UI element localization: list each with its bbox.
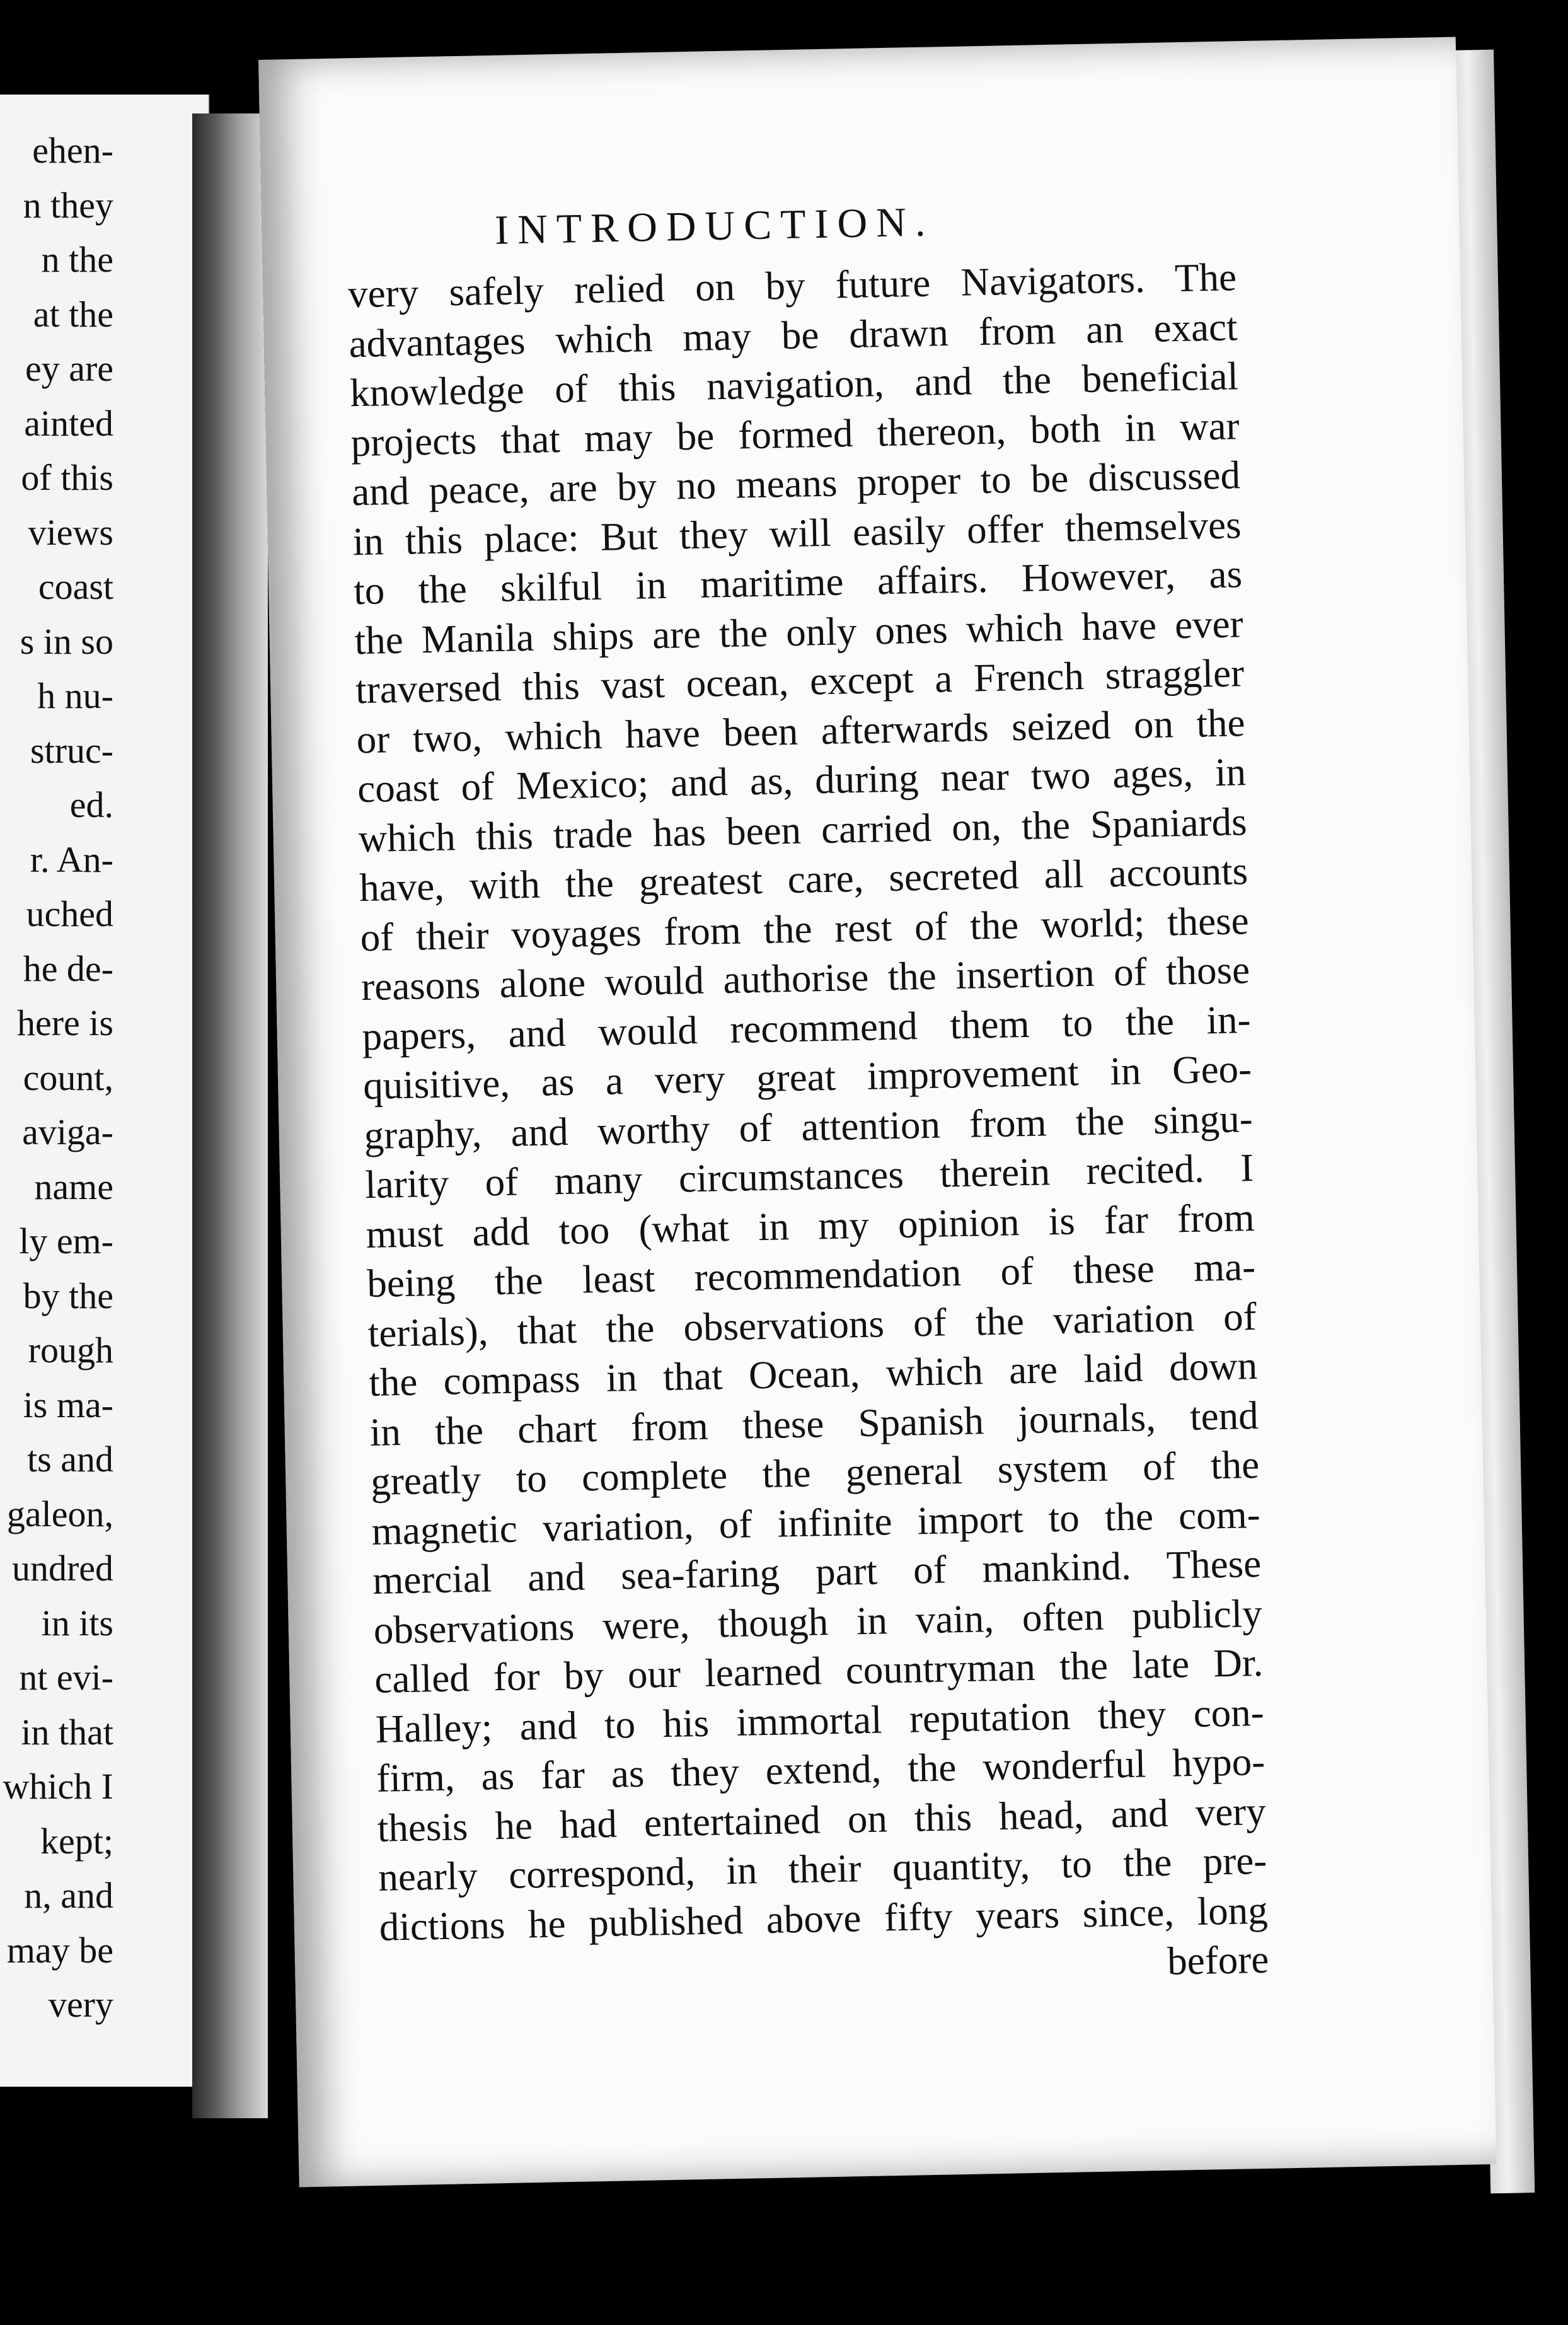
left-page-line-fragment: s in so <box>20 620 113 662</box>
text-line: very safely relied on by future Navigators. The <box>347 255 1237 316</box>
text-line: nearly correspond, in their quantity, to the pre- <box>378 1838 1267 1899</box>
left-page-line-fragment: ainted <box>24 402 113 444</box>
book-gutter <box>192 113 268 2118</box>
text-line: knowledge of this navigation, and the beneficial <box>349 354 1239 415</box>
text-line: projects that may be formed thereon, both in war <box>350 403 1240 465</box>
left-page-line-fragment: count, <box>23 1057 113 1098</box>
text-line: or two, which have been afterwards seized on the <box>356 700 1246 762</box>
left-page-line-fragment: n the <box>41 239 113 280</box>
text-line: papers, and would recommend them to the in- <box>362 997 1252 1058</box>
text-line: graphy, and worthy of attention from the singu- <box>364 1096 1254 1157</box>
left-page-line-fragment: at the <box>33 293 113 335</box>
left-page-line-fragment: undred <box>11 1548 113 1589</box>
text-line: being the least recommendation of these ma- <box>366 1244 1256 1306</box>
left-page-line-fragment: struc- <box>30 729 113 771</box>
text-line: the compass in that Ocean, which are laid down <box>368 1343 1258 1405</box>
catchword: before <box>1167 1937 1269 1983</box>
left-page-line-fragment: in that <box>21 1711 113 1753</box>
text-line: in this place: But they will easily offer themselves <box>352 502 1242 564</box>
text-line: must add too (what in my opinion is far from <box>366 1195 1255 1256</box>
text-line: and peace, are by no means proper to be discussed <box>351 453 1241 514</box>
left-page-line-fragment: by the <box>23 1275 113 1316</box>
left-page-line-fragment: which I <box>3 1766 113 1807</box>
left-page-line-fragment: he de- <box>23 948 113 989</box>
text-line: which this trade has been carried on, the Spaniards <box>358 799 1248 861</box>
left-page-line-fragment: r. An- <box>30 838 113 880</box>
left-page-line-fragment: views <box>28 511 113 553</box>
left-page-line-fragment: ly em- <box>19 1220 113 1261</box>
left-page-line-fragment: rough <box>28 1330 113 1371</box>
text-line: traversed this vast ocean, except a French straggler <box>355 651 1245 712</box>
text-line: terials), that the observations of the variation of <box>367 1294 1257 1355</box>
left-page-line-fragment: very <box>48 1984 113 2025</box>
left-page-line-fragment: in its <box>41 1602 113 1644</box>
left-page-line-fragment: n they <box>23 184 113 226</box>
right-page <box>258 37 1496 2188</box>
left-page-line-fragment: kept; <box>40 1820 113 1862</box>
text-line: thesis he had entertained on this head, and very <box>377 1789 1267 1850</box>
left-page-line-fragment: is ma- <box>23 1384 113 1425</box>
left-page-line-fragment: coast <box>38 566 113 607</box>
left-page-line-fragment: may be <box>6 1929 113 1971</box>
left-page-line-fragment: ed. <box>69 784 113 825</box>
text-line: dictions he published above fifty years since, long <box>379 1887 1269 1949</box>
text-line: larity of many circumstances therein recited. I <box>364 1145 1254 1207</box>
text-line: coast of Mexico; and as, during near two ages, in <box>357 750 1247 811</box>
left-page-line-fragment: here is <box>17 1002 113 1043</box>
text-line: Halley; and to his immortal reputation they con- <box>375 1690 1265 1751</box>
text-line: called for by our learned countryman the late Dr. <box>374 1640 1264 1702</box>
left-page-line-fragment: aviga- <box>22 1111 113 1152</box>
left-page-line-fragment: of this <box>21 457 113 498</box>
text-line: quisitive, as a very great improvement in Geo- <box>362 1047 1252 1108</box>
left-page-line-fragment: n, and <box>24 1875 113 1916</box>
text-line: magnetic variation, of infinite import to the com- <box>371 1492 1261 1553</box>
text-line: mercial and sea-faring part of mankind. These <box>372 1541 1262 1603</box>
text-line: in the chart from these Spanish journals, tend <box>369 1393 1259 1454</box>
text-line: of their voyages from the rest of the world; these <box>360 898 1250 960</box>
body-text <box>347 252 1269 2001</box>
text-line: the Manila ships are the only ones which have ever <box>354 601 1244 663</box>
left-page-line-fragment: ts and <box>27 1439 113 1480</box>
left-page-line-fragment: ey are <box>25 348 113 389</box>
text-line: reasons alone would authorise the insertion of those <box>360 948 1250 1009</box>
left-page-line-fragment: ehen- <box>32 130 113 171</box>
left-page-line-fragment: galeon, <box>6 1493 113 1534</box>
left-page <box>0 95 209 2087</box>
text-line: greatly to complete the general system of the <box>370 1442 1260 1504</box>
text-line: observations were, though in vain, often publicly <box>373 1591 1263 1652</box>
text-line: to the skilful in maritime affairs. However, as <box>353 552 1243 613</box>
text-line: have, with the greatest care, secreted all accounts <box>359 849 1248 910</box>
left-page-line-fragment: uched <box>26 893 113 934</box>
left-page-line-fragment: name <box>34 1166 113 1207</box>
page-heading: INTRODUCTION. <box>494 199 935 253</box>
left-page-line-fragment: nt evi- <box>19 1657 113 1698</box>
text-line: firm, as far as they extend, the wonderful hypo- <box>376 1739 1265 1800</box>
left-page-line-fragment: h nu- <box>37 675 113 716</box>
text-line: advantages which may be drawn from an exact <box>348 304 1238 366</box>
